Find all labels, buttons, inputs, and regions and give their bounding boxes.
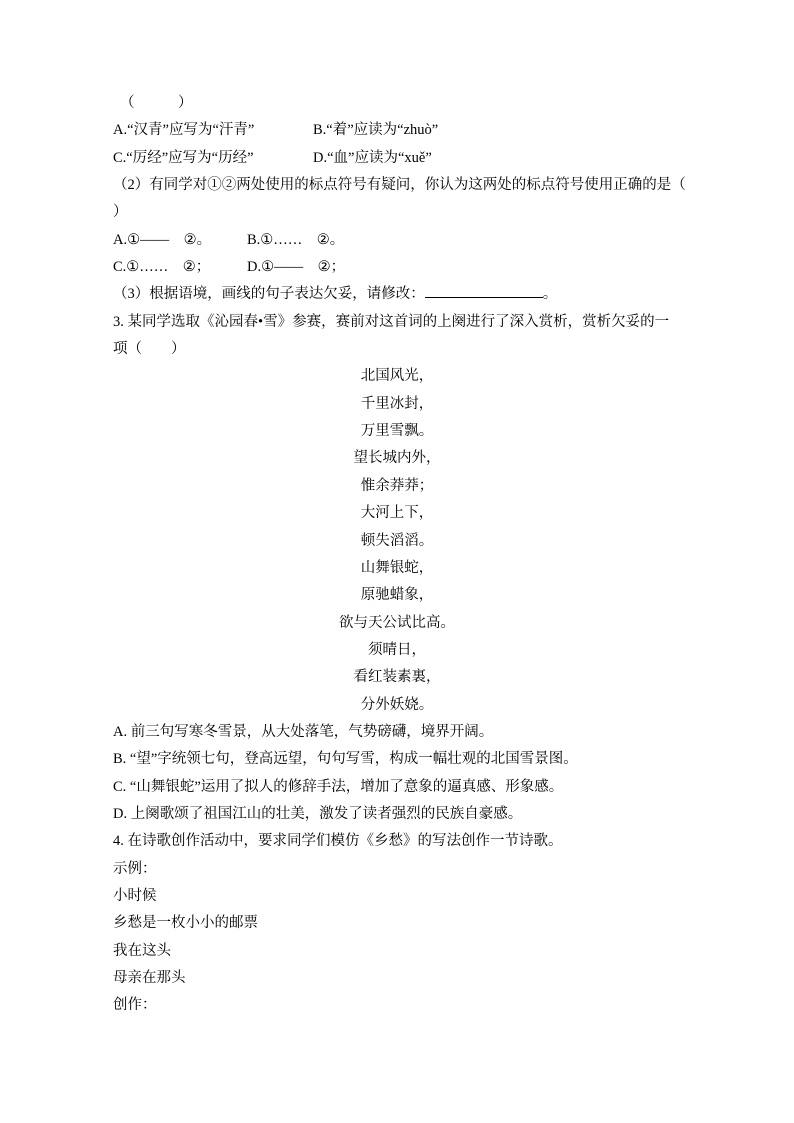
- prev-question-options-row-2: [113, 145, 681, 172]
- poem-line: 山舞银蛇，: [360, 559, 434, 576]
- prev-option-d: D.“血”应读为“xuě”: [313, 149, 432, 166]
- poem-line: 千里冰封，: [360, 395, 434, 412]
- sub-question-2-option-d: D.①—— ②；: [247, 259, 346, 276]
- question-3-option-a: A. 前三句写寒冬雪景，从大处落笔，气势磅礴，境界开阔。: [113, 723, 494, 740]
- poem-line: 欲与天公试比高。: [339, 614, 455, 631]
- sub-question-2-stem-line-1: （2）有同学对①②两处使用的标点符号有疑问，你认为这两处的标点符号使用正确的是（: [113, 177, 686, 194]
- sub-question-3-prompt: （3）根据语境，画线的句子表达欠妥，请修改：: [113, 286, 425, 303]
- sub-question-3-line: [113, 281, 681, 308]
- question-3-stem-line-2: 项（ ）: [113, 341, 186, 358]
- poem-line: 须晴日，: [368, 641, 426, 658]
- poem-line: 万里雪飘。: [360, 423, 434, 440]
- poem-line: 分外妖娆。: [360, 696, 434, 713]
- question-3-option-c: C. “山舞银蛇”运用了拟人的修辞手法，增加了意象的逼真感、形象感。: [113, 778, 564, 795]
- poem-line: 原驰蜡象，: [360, 587, 434, 604]
- poem-line: 看红装素裏，: [353, 669, 441, 686]
- prev-option-c: C.“厉经”应写为“历经”: [113, 149, 254, 166]
- question-4-creation-label: 创作：: [113, 997, 157, 1014]
- prev-option-a: A.“汉青”应写为“汗青”: [113, 122, 255, 139]
- question-3-option-b: B. “望”字统领七句，登高远望，句句写雪，构成一幅壮观的北国雪景图。: [113, 751, 578, 768]
- sub-question-2-stem-line-2: ）: [113, 204, 128, 221]
- sub-question-3-period: 。: [542, 286, 558, 303]
- poem-line: 北国风光，: [360, 368, 434, 385]
- poem-line: 惟余莽莽；: [360, 477, 434, 494]
- question-4-example-line: 乡愁是一枚小小的邮票: [113, 915, 258, 932]
- question-4-example-line: 母亲在那头: [113, 970, 186, 986]
- prev-question-answer-paren: （ ）: [120, 95, 193, 111]
- document-body: [113, 90, 686, 1020]
- poem-line: 顿失滔滔。: [360, 532, 434, 549]
- sub-question-2-option-c: C.①…… ②；: [113, 259, 211, 276]
- sub-question-2-option-a: A.①—— ②。: [113, 231, 212, 248]
- sub-question-2-options-row-2: [113, 254, 681, 281]
- question-4-example-line: 小时候: [113, 887, 157, 904]
- sub-question-3-answer-blank: [425, 283, 543, 298]
- poem-line: 望长城内外，: [353, 450, 441, 467]
- question-3-option-d: D. 上阕歌颂了祖国江山的壮美，激发了读者强烈的民族自豪感。: [113, 805, 523, 822]
- question-4-example-line: 我在这头: [113, 942, 171, 959]
- question-3-stem-line-1: 3. 某同学选取《沁园春•雪》参赛，赛前对这首词的上阕进行了深入赏析，赏析欠妥的一: [113, 313, 670, 330]
- sub-question-2-options-row-1: [113, 227, 681, 254]
- question-4-stem: 4. 在诗歌创作活动中，要求同学们模仿《乡愁》的写法创作一节诗歌。: [113, 833, 563, 850]
- poem-line: 大河上下，: [360, 505, 434, 522]
- question-4-example-label: 示例：: [113, 860, 157, 877]
- prev-option-b: B.“着”应读为“zhuò”: [313, 122, 439, 139]
- sub-question-2-option-b: B.①…… ②。: [247, 231, 345, 248]
- prev-question-options-row-1: [113, 117, 681, 144]
